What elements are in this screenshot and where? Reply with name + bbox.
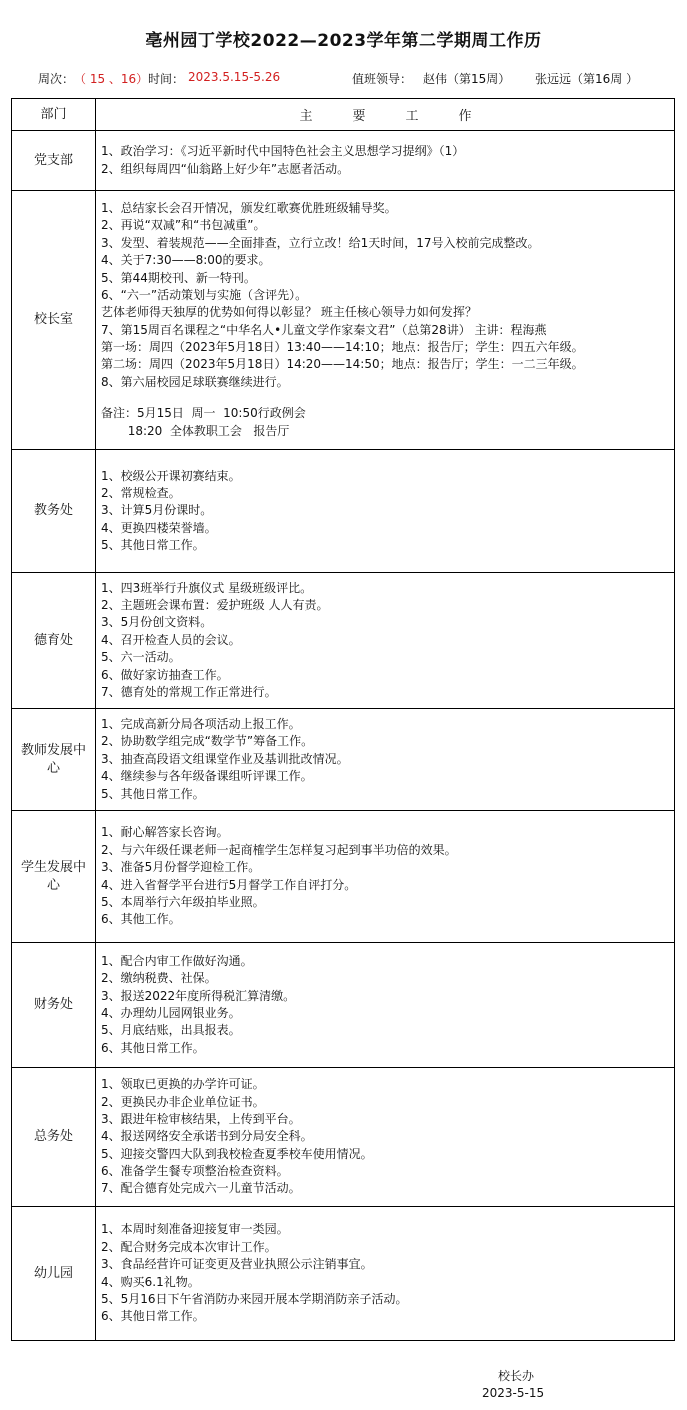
- work-line: 6、其他日常工作。: [101, 1040, 205, 1055]
- table-row: [12, 450, 675, 573]
- leader-week15: 赵伟（第15周）: [423, 72, 511, 86]
- dept-general-affairs: 总务处: [12, 1068, 96, 1207]
- spacer: [101, 391, 670, 405]
- table-row: [12, 191, 675, 450]
- work-line: 4、进入省督学平台进行5月督学工作自评打分。: [101, 877, 357, 892]
- work-cell: [96, 1207, 675, 1341]
- work-line: 3、报送2022年度所得税汇算清缴。: [101, 988, 296, 1003]
- work-line: 1、领取已更换的办学许可证。: [101, 1077, 265, 1092]
- table-row: [12, 943, 675, 1068]
- work-line: 3、计算5月份课时。: [101, 503, 213, 518]
- info-bar: [0, 70, 687, 92]
- dept-academic: 教务处: [12, 450, 96, 573]
- work-line: 艺体老师得天独厚的优势如何得以彰显？ 班主任核心领导力如何发挥？: [101, 305, 477, 320]
- work-line: 1、总结家长会召开情况，颁发红歌赛优胜班级辅导奖。: [101, 200, 397, 215]
- work-cell: [96, 709, 675, 811]
- work-line: 4、关于7:30——8:00的要求。: [101, 253, 271, 268]
- dept-principal: 校长室: [12, 191, 96, 450]
- work-line: 1、本周时刻准备迎接复审一类园。: [101, 1222, 289, 1237]
- work-line: 5、第44期校刊、新一特刊。: [101, 270, 256, 285]
- footer-office: 校长办: [498, 1369, 535, 1383]
- dept-moral: 德育处: [12, 573, 96, 709]
- work-line: 4、办理幼儿园网银业务。: [101, 1006, 241, 1020]
- work-line: 2、协助数学组完成“数学节”筹备工作。: [101, 734, 314, 749]
- table-row: [12, 709, 675, 811]
- work-cell: [96, 450, 675, 573]
- work-cell: [96, 131, 675, 191]
- work-cell: [96, 943, 675, 1068]
- work-line: 3、食品经营许可证变更及营业执照公示注销事宜。: [101, 1257, 373, 1272]
- work-line: 2、主题班会课布置：爱护班级 人人有责。: [101, 598, 329, 613]
- work-line: 7、德育处的常规工作正常进行。: [101, 684, 277, 699]
- work-line: 5、其他日常工作。: [101, 786, 205, 801]
- work-cell: [96, 1068, 675, 1207]
- work-line: 8、第六届校园足球联赛继续进行。: [101, 374, 289, 389]
- dept-teacher-dev: 教师发展中心: [12, 709, 96, 811]
- work-line: 3、跟进年检审核结果，上传到平台。: [101, 1111, 301, 1126]
- work-line: 4、继续参与各年级备课组听评课工作。: [101, 769, 313, 784]
- note-line: 备注：5月15日 周一 10:50行政例会: [101, 406, 306, 421]
- work-line: 6、其他工作。: [101, 912, 181, 927]
- work-line: 2、再说“双减”和“书包减重”。: [101, 218, 266, 233]
- work-line: 3、5月份创文资料。: [101, 615, 213, 630]
- header-work-char: 作: [458, 109, 472, 124]
- work-line: 6、其他日常工作。: [101, 1309, 205, 1324]
- table-row: [12, 811, 675, 943]
- work-line: 6、“六一”活动策划与实施（含评先）。: [101, 287, 308, 302]
- work-line: 1、校级公开课初赛结束。: [101, 468, 241, 483]
- note-line: 18:20 全体教职工会 报告厅: [101, 423, 290, 438]
- work-line: 5、迎接交警四大队到我校检查夏季校车使用情况。: [101, 1146, 373, 1161]
- work-line: 4、更换四楼荣誉墙。: [101, 520, 217, 535]
- work-line: 5、本周举行六年级拍毕业照。: [101, 894, 265, 909]
- week-label: 周次：: [38, 72, 75, 86]
- week-value: （ 15 、16）: [74, 72, 149, 86]
- table-header-row: [12, 99, 675, 131]
- header-work-char: 主: [299, 109, 313, 124]
- work-line: 3、发型、着装规范——全面排查，立行立改！给1天时间，17号入校前完成整改。: [101, 235, 540, 250]
- table-row: [12, 1207, 675, 1341]
- page-title: 亳州园丁学校2022—2023学年第二学期周工作历: [145, 31, 542, 51]
- work-line: 7、第15周百名课程之“中华名人•儿童文学作家秦文君”（总第28讲） 主讲：程海燕: [101, 322, 547, 337]
- work-line: 第二场：周四（2023年5月18日）14:20——14:50；地点：报告厅；学生：一二三年级。: [101, 357, 584, 372]
- work-line: 1、配合内审工作做好沟通。: [101, 953, 253, 968]
- dept-finance: 财务处: [12, 943, 96, 1068]
- header-dept: 部门: [12, 99, 96, 131]
- work-cell: [96, 191, 675, 450]
- work-line: 3、抽查高段语文组课堂作业及基训批改情况。: [101, 751, 349, 766]
- header-work: [96, 99, 675, 131]
- table-row: [12, 573, 675, 709]
- table-row: [12, 1068, 675, 1207]
- work-cell: [96, 573, 675, 709]
- footer-date: 2023-5-15: [482, 1386, 545, 1400]
- work-line: 1、耐心解答家长咨询。: [101, 825, 229, 840]
- work-line: 1、完成高新分局各项活动上报工作。: [101, 717, 301, 732]
- work-line: 1、政治学习：《习近平新时代中国特色社会主义思想学习提纲》（1）: [101, 144, 465, 159]
- work-line: 2、常规检查。: [101, 485, 181, 500]
- work-cell: [96, 811, 675, 943]
- table-row: [12, 131, 675, 191]
- dept-kindergarten: 幼儿园: [12, 1207, 96, 1341]
- work-line: 4、召开检查人员的会议。: [101, 632, 241, 647]
- header-work-char: 要: [352, 109, 366, 124]
- work-line: 2、更换民办非企业单位证书。: [101, 1094, 265, 1109]
- work-line: 3、准备5月份督学迎检工作。: [101, 860, 261, 875]
- work-line: 2、组织每周四“仙翁路上好少年”志愿者活动。: [101, 161, 350, 176]
- leader-label: 值班领导：: [352, 72, 413, 86]
- leader-week16: 张远远（第16周 ）: [535, 72, 639, 86]
- work-line: 7、配合德育处完成六一儿童节活动。: [101, 1181, 301, 1196]
- work-line: 5、六一活动。: [101, 650, 181, 665]
- work-line: 6、准备学生餐专项整治检查资料。: [101, 1164, 289, 1179]
- work-line: 6、做好家访抽查工作。: [101, 667, 229, 682]
- time-value: 2023.5.15-5.26: [188, 70, 281, 84]
- work-line: 1、四3班举行升旗仪式 星级班级评比。: [101, 580, 313, 595]
- time-label: 时间：: [148, 72, 185, 86]
- work-line: 4、报送网络安全承诺书到分局安全科。: [101, 1129, 313, 1144]
- work-line: 4、购买6.1礼物。: [101, 1274, 200, 1289]
- work-schedule-table: [11, 98, 675, 1341]
- dept-student-dev: 学生发展中心: [12, 811, 96, 943]
- work-line: 2、配合财务完成本次审计工作。: [101, 1239, 277, 1254]
- work-line: 2、缴纳税费、社保。: [101, 971, 217, 986]
- header-work-char: 工: [405, 109, 419, 124]
- work-line: 2、与六年级任课老师一起商榷学生怎样复习起到事半功倍的效果。: [101, 842, 457, 857]
- work-line: 5、5月16日下午省消防办来园开展本学期消防亲子活动。: [101, 1291, 408, 1306]
- dept-party: 党支部: [12, 131, 96, 191]
- work-line: 5、其他日常工作。: [101, 538, 205, 553]
- work-line: 第一场：周四（2023年5月18日）13:40——14:10；地点：报告厅；学生：四五六年级。: [101, 340, 584, 355]
- work-line: 5、月底结账，出具报表。: [101, 1023, 241, 1038]
